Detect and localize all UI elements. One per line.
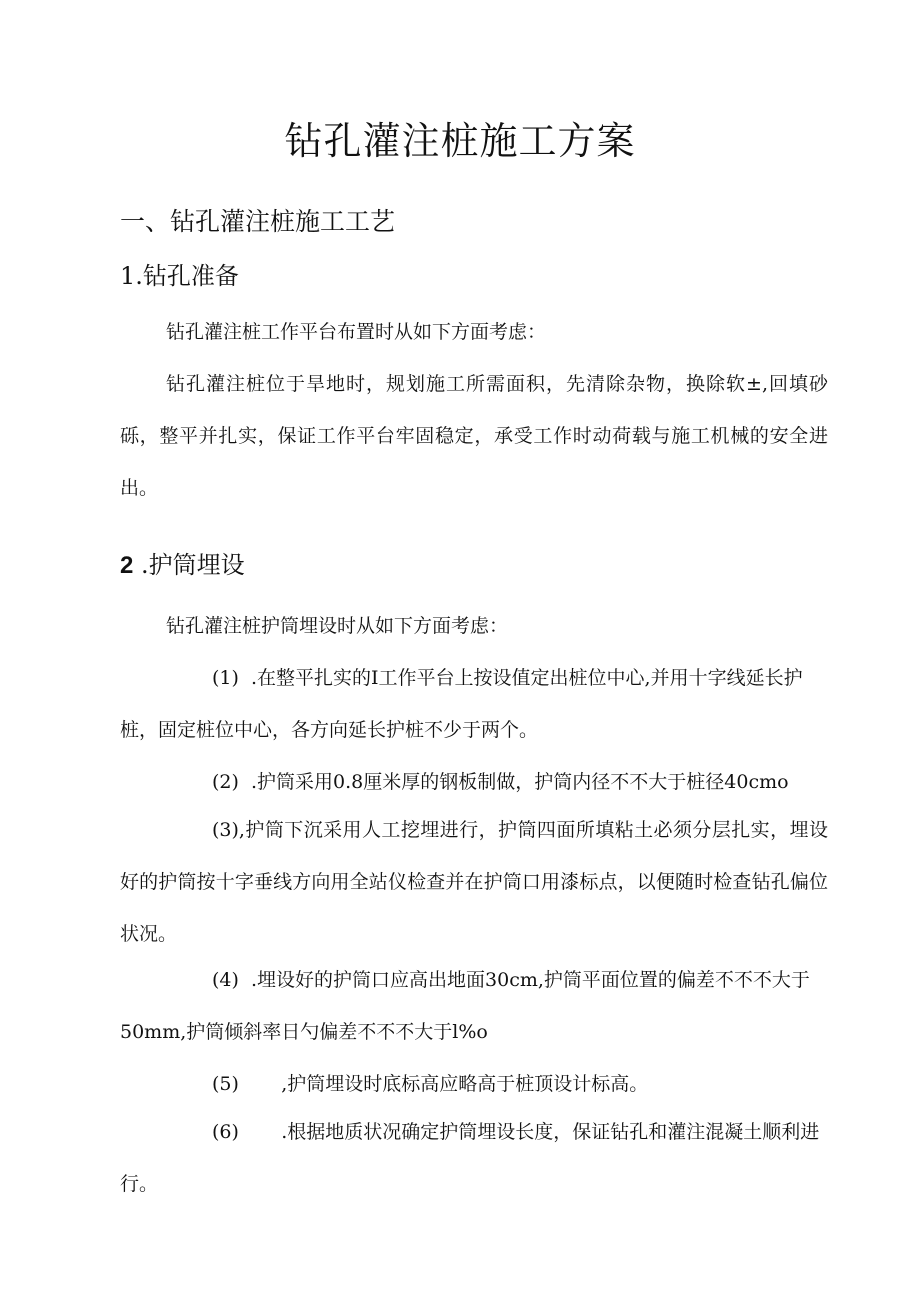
list-item xyxy=(120,756,828,808)
paragraph-body-1: 钻孔灌注桩位于旱地时，规划施工所需面积，先清除杂物，换除软±,回填砂砾，整平并扎实，保证工作平台牢固稳定，承受工作时动荷载与施工机械的安全进出。 xyxy=(120,373,828,499)
list-item-text: .在整平扎实的I工作平台上按设值定出桩位中心,并用十字线延长护桩，固定桩位中心，各方向延长护桩不少于两个。 xyxy=(120,667,803,741)
subsection-number: 2 xyxy=(120,552,134,579)
paragraph-intro-2: 钻孔灌注桩护筒埋设时从如下方面考虑： xyxy=(166,615,509,637)
list-item xyxy=(120,804,828,960)
list-item-text: .护筒采用0.8厘米厚的钢板制做，护筒内径不不大于桩径40cmo xyxy=(251,771,789,793)
list-item-text: ,护筒埋设时底标高应略高于桩顶设计标高。 xyxy=(281,1073,649,1095)
list-item-text: .根据地质状况确定护筒埋设长度，保证钻孔和灌注混凝土顺利进行。 xyxy=(120,1121,820,1195)
subsection-heading-1 xyxy=(120,256,239,291)
list-item xyxy=(120,652,828,756)
list-item-label: (5) xyxy=(212,1073,239,1095)
paragraph-intro-1: 钻孔灌注桩工作平台布置时从如下方面考虑： xyxy=(166,321,547,343)
list-item-label: (3), xyxy=(212,819,245,841)
list-item-text: 护筒下沉采用人工挖埋进行，护筒四面所填粘土必须分层扎实，埋设好的护筒按十字垂线方向用全站仪检查并在护筒口用漆标点，以便随时检查钻孔偏位状况。 xyxy=(120,819,828,945)
list-item-text: .埋设好的护筒口应高出地面30cm,护筒平面位置的偏差不不不大于50mm,护筒倾斜率日勺偏差不不不大于l%o xyxy=(120,969,810,1043)
list-item-label: (6) xyxy=(212,1121,239,1143)
list-item-label: (2) xyxy=(212,771,239,793)
list-item-label: (4) xyxy=(212,969,239,991)
section-heading-1: 一、钻孔灌注桩施工工艺 xyxy=(120,207,396,236)
subsection-number: 1. xyxy=(120,262,143,290)
list-item xyxy=(120,1058,828,1110)
list-item xyxy=(120,954,828,1058)
subsection-heading-2 xyxy=(120,545,245,580)
subsection-title: .护筒埋设 xyxy=(141,551,245,579)
list-item xyxy=(120,1106,828,1210)
subsection-title: 钻孔准备 xyxy=(142,262,239,290)
page-title: 钻孔灌注桩施工方案 xyxy=(284,119,636,163)
list-item-label: (1) xyxy=(212,667,239,689)
